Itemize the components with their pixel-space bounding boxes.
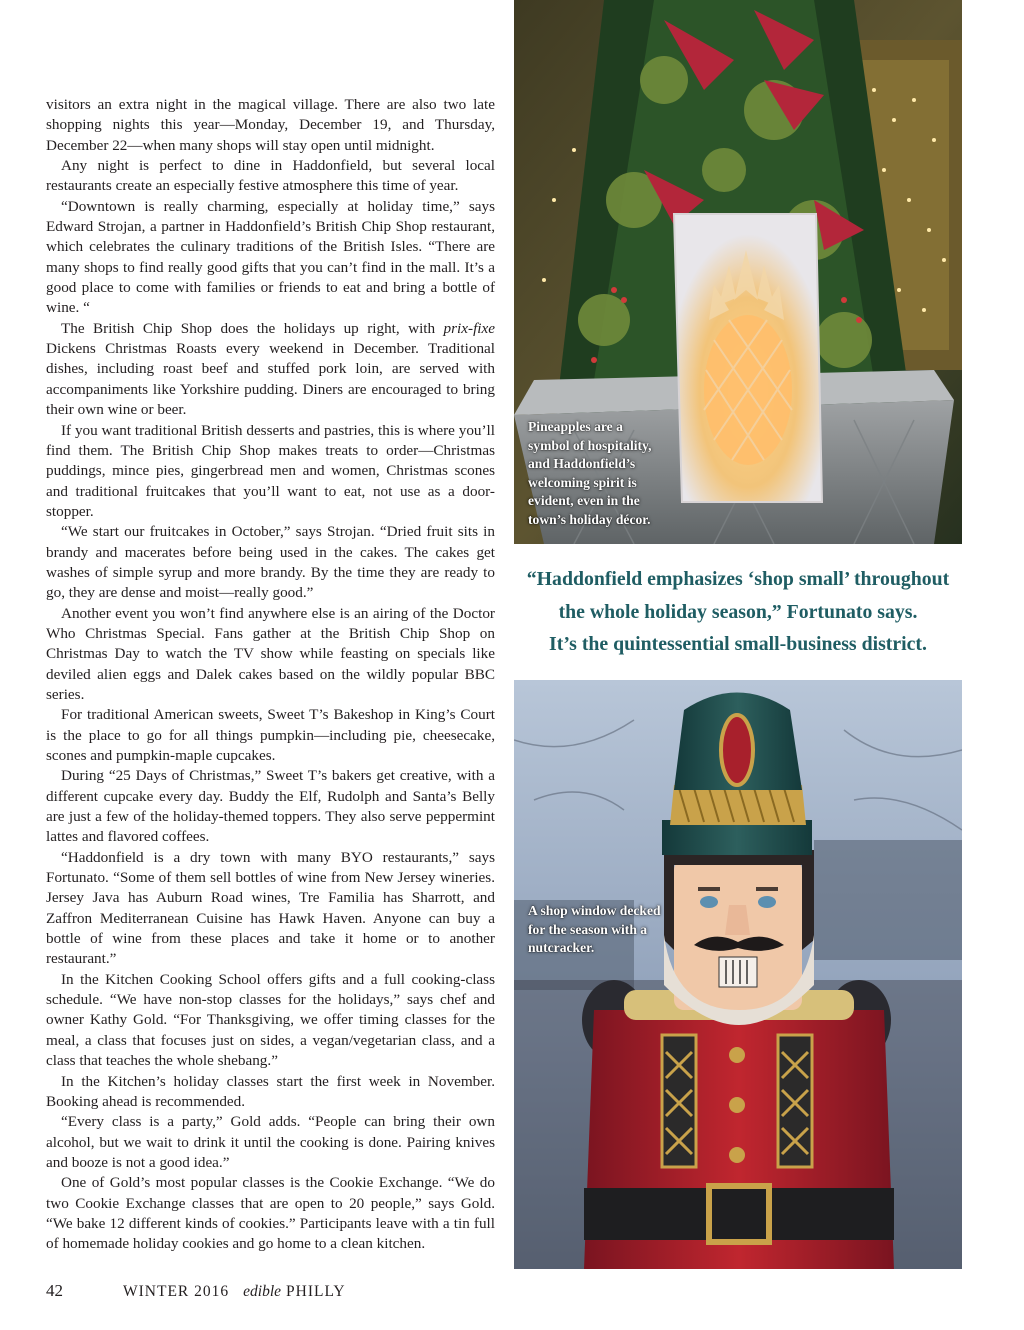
article-paragraph: “Every class is a party,” Gold adds. “People can bring their own alcohol, but we wait to drink it until the cooking is done. Pairing knives and booze is not a good idea.”	[46, 1113, 495, 1171]
article-paragraph: In the Kitchen’s holiday classes start the first week in November. Booking ahead is recommended.	[46, 1072, 495, 1110]
nutcracker-illustration	[514, 680, 962, 1269]
pull-quote-line: the whole holiday season,” Fortunato says.	[558, 600, 918, 623]
pull-quote	[512, 563, 964, 661]
article-body	[46, 95, 495, 1255]
nutcracker-photo	[514, 680, 962, 1269]
page-footer	[46, 1281, 346, 1301]
article-italic-term: prix-fixe	[443, 319, 495, 337]
article-paragraph: For traditional American sweets, Sweet T’s Bakeshop in King’s Court is the place to go for all things pumpkin—including pie, cheesecake, scones and pumpkin-maple cupcakes.	[46, 706, 495, 764]
article-paragraph: “Haddonfield is a dry town with many BYO restaurants,” says Fortunato. “Some of them sell bottles of wine from New Jersey wineries. Jersey Java has Auburn Road wines, Tre Familia has Sharrott, and Zaffron Mediterranean Cuisine has Hawk Haven. Anyone can buy a bottle of wine from these places and take it home or to another restaurant.”	[46, 848, 495, 968]
article-text: Dickens Christmas Roasts every weekend in December. Traditional dishes, including roast beef and stuffed pork loin, are served with accompaniments like Yorkshire pudding. Diners are encouraged to bring their own wine or beer.	[46, 340, 495, 419]
magazine-brand: PHILLY	[286, 1283, 346, 1300]
article-paragraph: During “25 Days of Christmas,” Sweet T’s bakers get creative, with a different cupcake every day. Buddy the Elf, Rudolph and Santa’s Belly are just a few of the holiday-themed toppers. They also serve peppermint lattes and flavored coffees.	[46, 767, 495, 846]
issue-season: WINTER 2016	[123, 1283, 230, 1300]
article-text: The British Chip Shop does the holidays up right, with	[61, 319, 444, 337]
nutcracker-photo-caption: A shop window decked for the season with a nutcracker.	[528, 903, 661, 955]
page-number: 42	[46, 1281, 63, 1300]
article-paragraph: “Downtown is really charming, especially at holiday time,” says Edward Strojan, a partner in Haddonfield’s British Chip Shop restaurant, which celebrates the culinary traditions of the British Isles. “There are many shops to find really good gifts that you can’t find in the mall. It’s a good place to come with families or friends to eat and bring a bottle of wine. “	[46, 197, 495, 317]
article-paragraph: One of Gold’s most popular classes is the Cookie Exchange. “We do two Cookie Exchange classes that are open to 20 people,” says Gold. “We bake 12 different kinds of cookies.” Participants leave with a tin full of homemade holiday cookies and go home to a clean kitchen.	[46, 1174, 495, 1253]
article-paragraph	[46, 319, 495, 421]
article-paragraph: visitors an extra night in the magical village. There are also two late shopping nights this year—Monday, December 19, and Thursday, December 22—when many shops will stay open until midnight.	[46, 96, 495, 154]
article-paragraph: Any night is perfect to dine in Haddonfield, but several local restaurants create an especially festive atmosphere this time of year.	[46, 157, 495, 195]
pull-quote-line: It’s the quintessential small-business district.	[549, 633, 927, 655]
tree-photo-caption: Pineapples are a symbol of hospitality, and Haddonfield’s welcoming spirit is evident, even in the town’s holiday décor.	[528, 419, 652, 527]
christmas-tree-photo	[514, 0, 962, 544]
article-paragraph: In the Kitchen Cooking School offers gifts and a full cooking-class schedule. “We have non-stop classes for the holidays,” says chef and owner Kathy Gold. “For Thanksgiving, we offer timing classes for the meal, a class that focuses just on sides, a vegan/vegetarian class, and a class that teaches the whole shebang.”	[46, 970, 495, 1070]
article-paragraph: Another event you won’t find anywhere else is an airing of the Doctor Who Christmas Special. Fans gather at the British Chip Shop on Christmas Day to watch the TV show while feasting on specials like deviled alien eggs and Dalek cakes based on the wildly popular BBC series.	[46, 604, 495, 703]
magazine-brand-italic: edible	[243, 1283, 282, 1300]
pull-quote-line: “Haddonfield emphasizes ‘shop small’ throughout	[526, 568, 950, 590]
article-paragraph: “We start our fruitcakes in October,” says Strojan. “Dried fruit sits in brandy and macerates before being used in the cakes. The cakes get washes of simple syrup and more brandy. By the time they are ready to go, they are dense and moist—really good.”	[46, 523, 495, 602]
article-paragraph: If you want traditional British desserts and pastries, this is where you’ll find them. The British Chip Shop makes treats to order—Christmas puddings, mince pies, gingerbread men and women, Christmas scones and traditional fruitcakes that you’ll want to eat, not use as a door-stopper.	[46, 421, 495, 520]
